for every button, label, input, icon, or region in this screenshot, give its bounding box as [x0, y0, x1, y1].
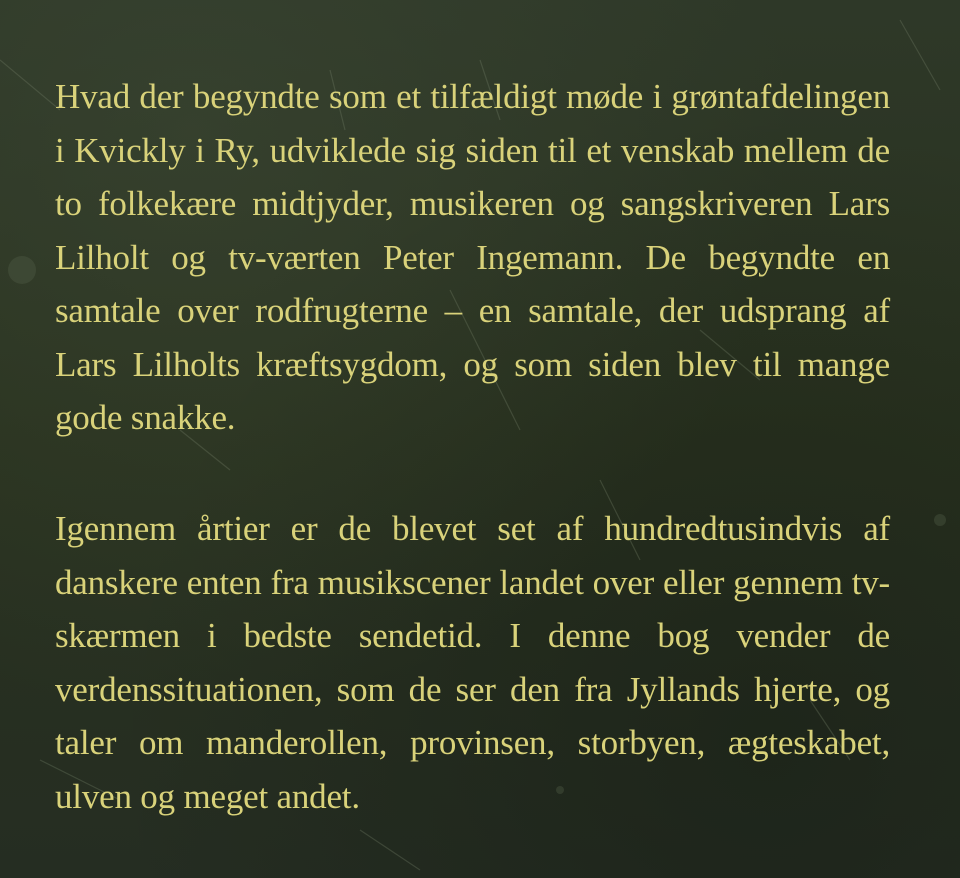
blurb-paragraph-1: Hvad der begyndte som et tilfældigt møde i grøntafdelingen i Kvickly i Ry, udviklede sig siden til et venskab mellem de to folkekære midtjyder, musikeren og sangskriveren Lars Lilholt og tv-værten Peter Ingemann. De begyndte en samtale over rodfrugterne – en samtale, der udsprang af Lars Lilholts kræftsygdom, og som siden blev til mange gode snakke.: [55, 77, 890, 437]
blurb-paragraph-2: Igennem årtier er de blevet set af hundredtusindvis af danskere enten fra musikscener landet over eller gennem tv-skærmen i bedste sendetid. I denne bog vender de verdenssituationen, som de ser den fra Jyllands hjerte, og taler om manderollen, provinsen, storbyen, ægteskabet, ulven og meget andet.: [55, 509, 890, 816]
